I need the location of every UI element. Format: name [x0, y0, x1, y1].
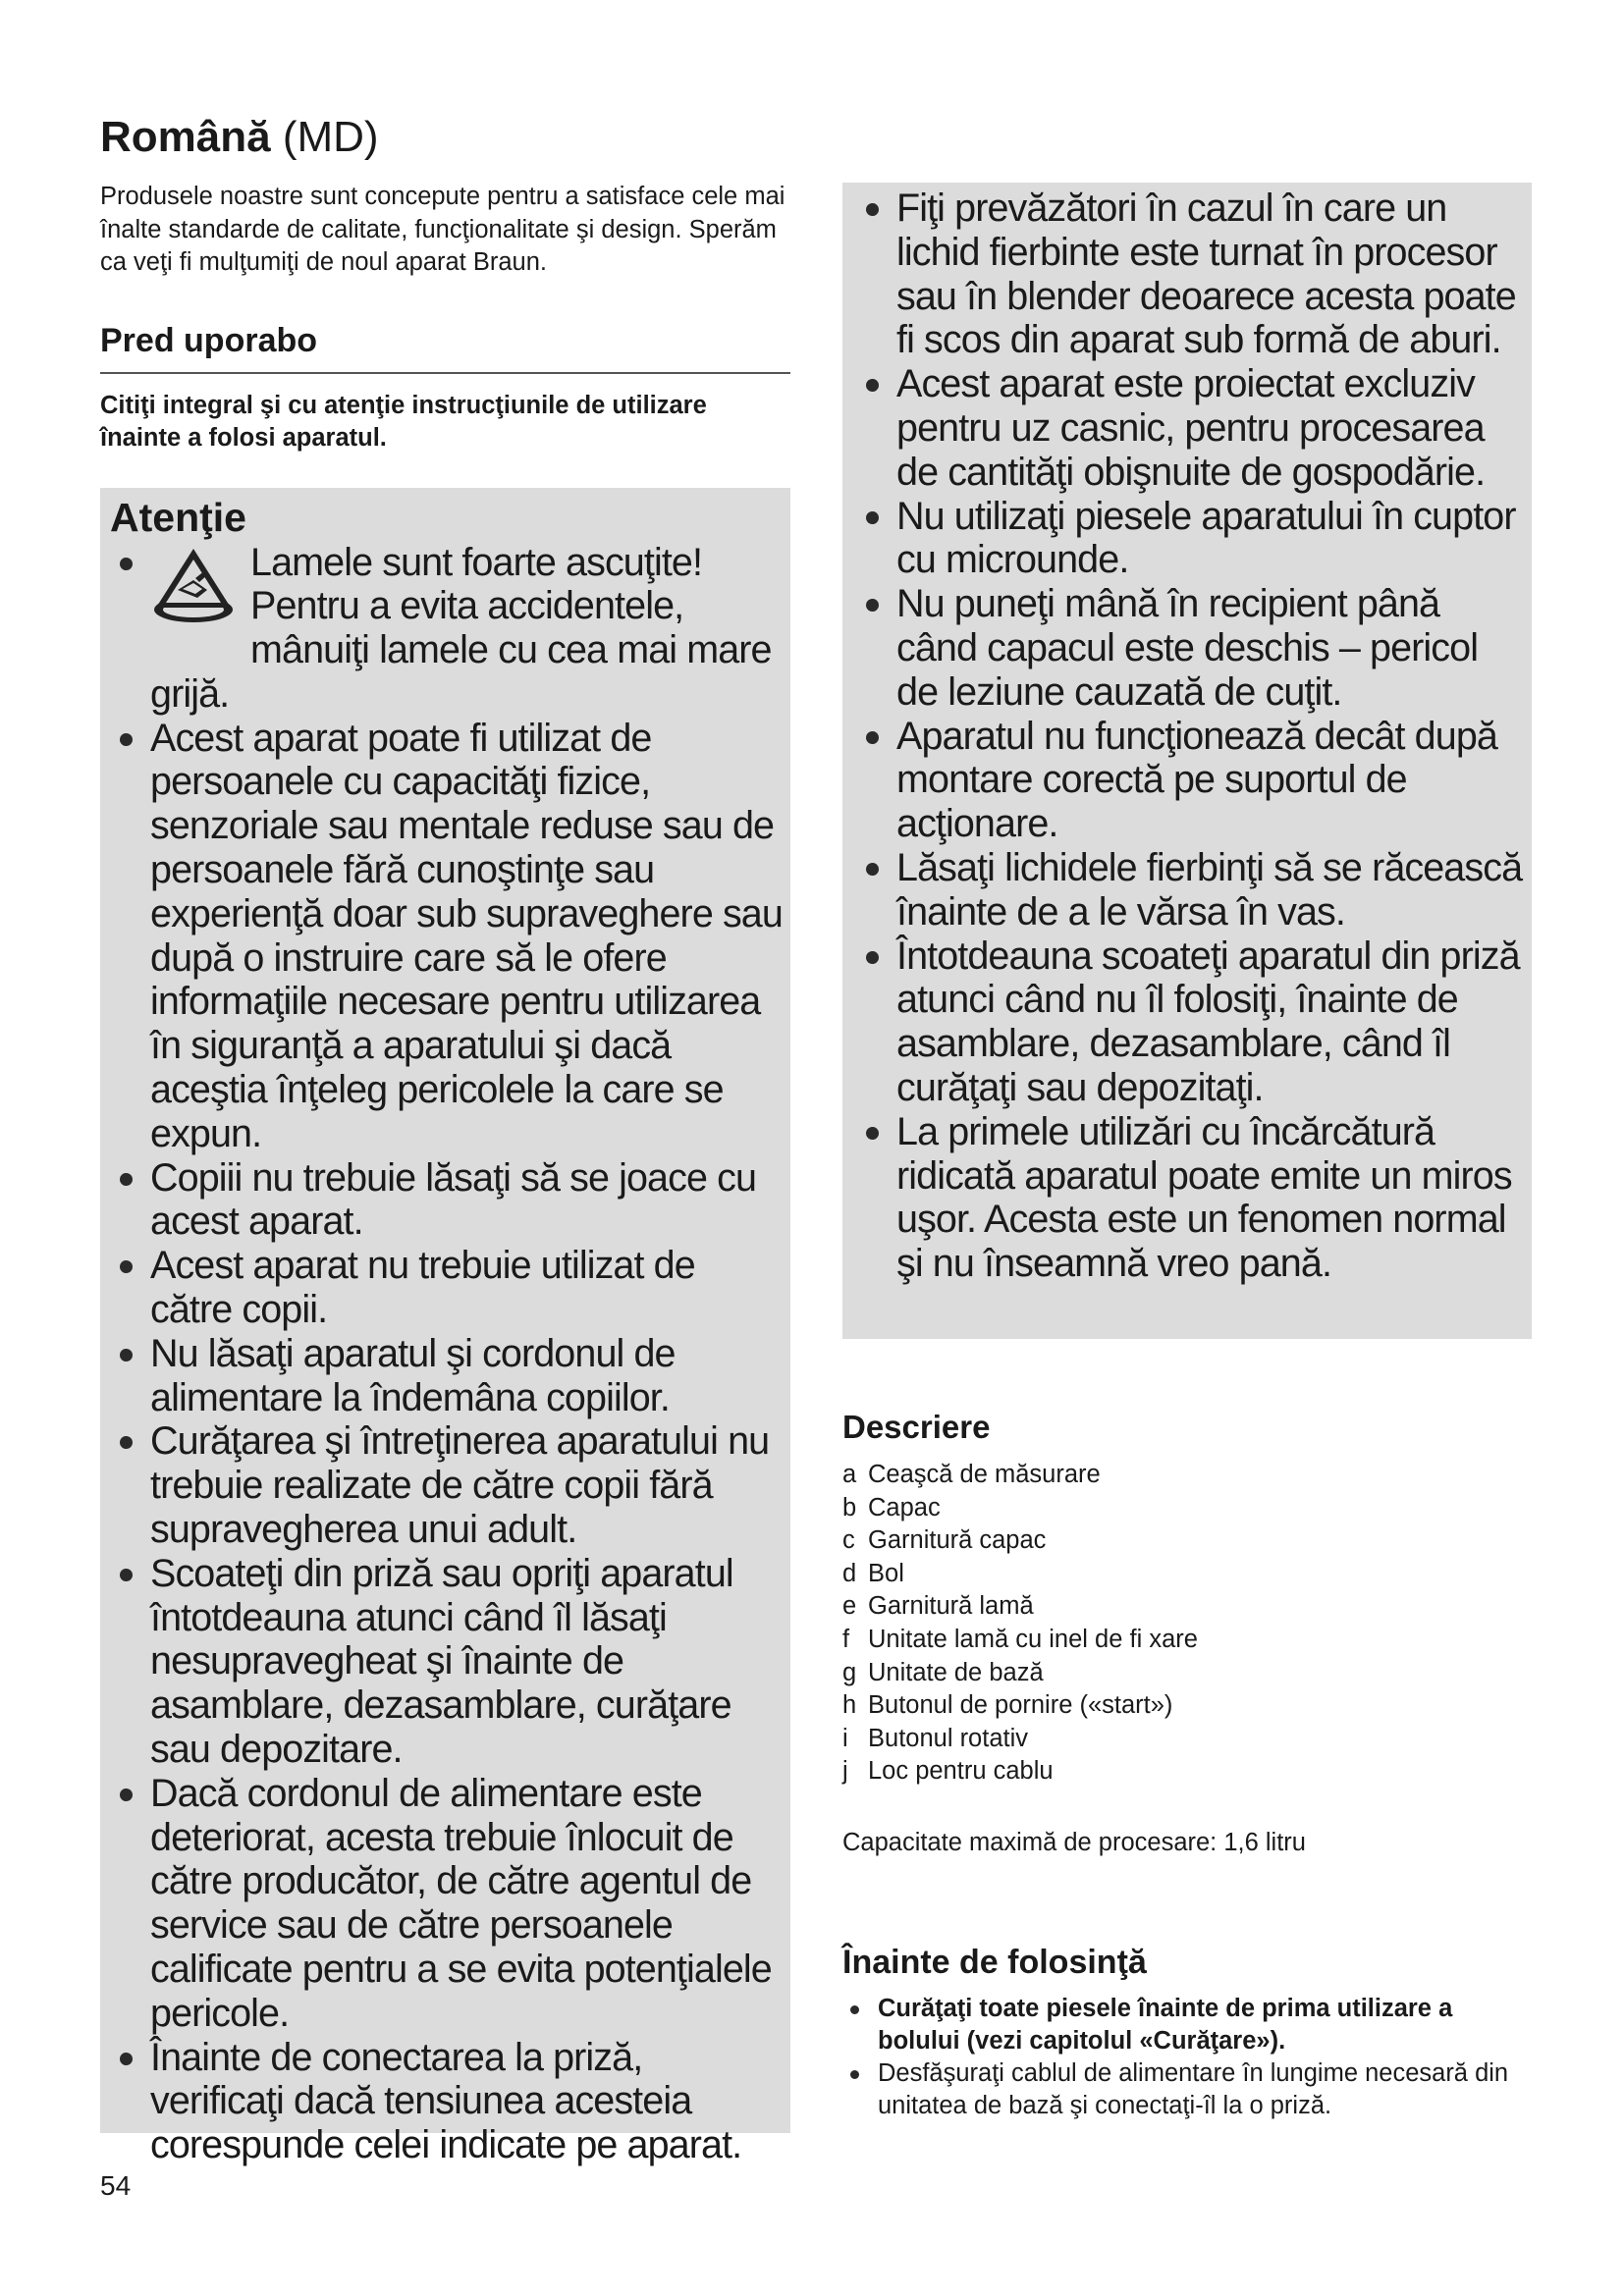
part-item: i Butonul rotativ: [842, 1724, 1029, 1752]
attention-item: Întotdeauna scoateţi aparatul din priză atunci când nu îl folosiţi, înainte de asamblare, dezasamblare, când îl curăţaţi sau depozitaţi.: [856, 934, 1526, 1110]
attention-item: Acest aparat este proiectat excluziv pentru uz casnic, pentru procesarea de cantităţi obişnuite de gospodărie.: [856, 362, 1526, 494]
capacity-note: Capacitate maximă de procesare: 1,6 litru: [842, 1829, 1306, 1856]
page-title: [100, 110, 790, 165]
part-item: b Capac: [842, 1493, 941, 1522]
attention-list-continued: [856, 187, 1526, 1286]
part-item: e Garnitură lamă: [842, 1592, 1034, 1621]
language-region: (MD): [282, 113, 379, 161]
pre-use-heading: Pred uporabo: [100, 319, 790, 374]
before-use-item: Desfăşuraţi cablul de alimentare în lungime necesară din unitatea de bază şi conectaţi-îl la o priză.: [842, 2057, 1532, 2122]
part-item: d Bol: [842, 1559, 904, 1587]
attention-item: Copiii nu trebuie lăsaţi să se joace cu acest aparat.: [110, 1156, 783, 1245]
attention-item-blades: [110, 541, 783, 717]
attention-item: La primele utilizări cu încărcătură ridicată aparatul poate emite un miros uşor. Acesta este un fenomen normal şi nu înseamnă vreo pană.: [856, 1110, 1526, 1286]
attention-item: Nu puneţi mână în recipient până când capacul este deschis – pericol de leziune cauzată de cuţit.: [856, 582, 1526, 714]
part-item: h Butonul de pornire («start»): [842, 1691, 1173, 1720]
before-use-item: Curăţaţi toate piesele înainte de prima utilizare a bolului (vezi capitolul «Curăţare»).: [842, 1993, 1532, 2057]
sharp-blade-warning-icon: [150, 545, 237, 629]
part-item: j Loc pentru cablu: [842, 1757, 1054, 1786]
before-use-list: [842, 1993, 1532, 2122]
attention-item: Scoateţi din priză sau opriţi aparatul întotdeauna atunci când îl lăsaţi nesupravegheat şi înainte de asamblare, dezasamblare, curăţare sau depozitare.: [110, 1552, 783, 1772]
part-item: g Unitate de bază: [842, 1658, 1044, 1686]
language-name: Română: [100, 113, 271, 161]
attention-item: Lăsaţi lichidele fierbinţi să se răcească înainte de a le vărsa în vas.: [856, 846, 1526, 934]
attention-list: [110, 541, 783, 2167]
part-item: f Unitate lamă cu inel de fi xare: [842, 1625, 1198, 1653]
attention-item: Înainte de conectarea la priză, verificaţi dacă tensiunea acesteia corespunde celei indicate pe aparat.: [110, 2036, 783, 2167]
attention-item: Dacă cordonul de alimentare este deteriorat, acesta trebuie înlocuit de către producător, de către agentul de service sau de către persoanele calificate pentru a se evita potenţialele pericole.: [110, 1772, 783, 2036]
description-heading: Descriere: [842, 1409, 991, 1445]
blades-rest: Pentru a evita accidentele, mânuiţi lamele cu cea mai mare grijă.: [150, 584, 772, 716]
attention-box-continued: [842, 183, 1532, 1339]
attention-item: Fiţi prevăzători în cazul în care un lichid fierbinte este turnat în procesor sau în blender deoarece acesta poate fi scos din aparat sub formă de aburi.: [856, 187, 1526, 362]
left-column: [100, 110, 790, 2167]
parts-list: [842, 1459, 1198, 1789]
pre-use-note: Citiţi integral şi cu atenţie instrucţiunile de utilizare înainte a folosi aparatul.: [100, 391, 707, 452]
attention-box: [100, 488, 790, 2167]
attention-item: Nu utilizaţi piesele aparatului în cuptor cu microunde.: [856, 495, 1526, 583]
part-item: a Ceaşcă de măsurare: [842, 1461, 1101, 1488]
attention-item: Aparatul nu funcţionează decât după montare corectă pe suportul de acţionare.: [856, 715, 1526, 846]
attention-item: Nu lăsaţi aparatul şi cordonul de alimentare la îndemâna copiilor.: [110, 1332, 783, 1420]
before-use-heading: Înainte de folosinţă: [842, 1944, 1147, 1981]
blades-line1: Lamele sunt foarte ascuţite!: [250, 540, 703, 584]
attention-item: Curăţarea şi întreţinerea aparatului nu trebuie realizate de către copii fără supravegherea unui adult.: [110, 1419, 783, 1551]
attention-item: Acest aparat poate fi utilizat de persoanele cu capacităţi fizice, senzoriale sau mentale reduse sau de persoanele fără cunoştinţe sau experienţă doar sub supraveghere sau după o instruire care să le ofere informaţiile necesare pentru utilizarea în siguranţă a aparatului şi dacă aceştia înţeleg pericolele la care se expun.: [110, 717, 783, 1156]
page-number: 54: [100, 2170, 132, 2201]
part-item: c Garnitură capac: [842, 1526, 1047, 1555]
attention-item: Acest aparat nu trebuie utilizat de către copii.: [110, 1244, 783, 1332]
intro-paragraph: Produsele noastre sunt concepute pentru a satisface cele mai înalte standarde de calitate, funcţionalitate şi design. Sperăm ca veţi fi mulţumiţi de noul aparat Braun.: [100, 183, 785, 276]
attention-heading: Atenţie: [110, 494, 246, 540]
